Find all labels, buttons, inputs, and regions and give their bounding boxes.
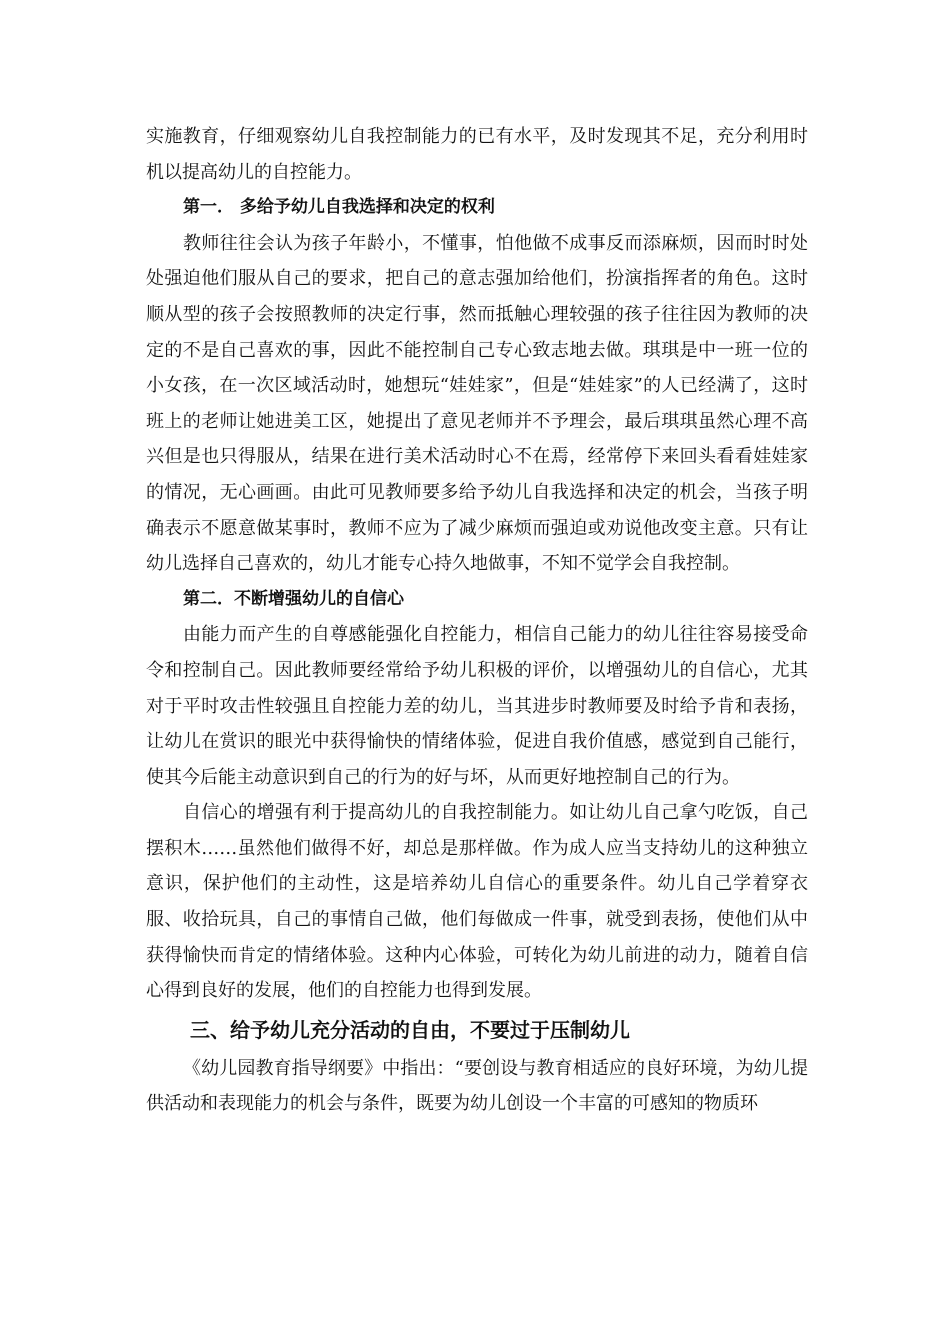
paragraph-second-body-2: 自信心的增强有利于提高幼儿的自我控制能力。如让幼儿自己拿勺吃饭，自己摆积木……虽然他们做得不好，却总是那样做。作为成人应当支持幼儿的这种独立意识，保护他们的主动性，这是培养幼儿自信心的重要条件。幼儿自己学着穿衣服、收拾玩具，自己的事情自己做，他们每做成一件事，就受到表扬，使他们从中获得愉快而肯定的情绪体验。这种内心体验，可转化为幼儿前进的动力，随着自信心得到良好的发展，他们的自控能力也得到发展。 (146, 802, 808, 1002)
paragraph-first-body: 教师往往会认为孩子年龄小，不懂事，怕他做不成事反而添麻烦，因而时时处处强迫他们服从自己的要求，把自己的意志强加给他们，扮演指挥者的角色。这时顺从型的孩子会按照教师的决定行事，然而抵触心理较强的孩子往往因为教师的决定的不是自己喜欢的事，因此不能控制自己专心致志地去做。琪琪是中一班一位的小女孩，在一次区域活动时，她想玩“娃娃家”，但是“娃娃家”的人已经满了，这时班上的老师让她进美工区，她提出了意见老师并不予理会，最后琪琪虽然心理不高兴但是也只得服从，结果在进行美术活动时心不在焉，经常停下来回头看看娃娃家的情况，无心画画。由此可见教师要多给予幼儿自我选择和决定的机会，当孩子明确表示不愿意做某事时，教师不应为了减少麻烦而强迫或劝说他改变主意。只有让幼儿选择自己喜欢的，幼儿才能专心持久地做事，不知不觉学会自我控制。 (146, 232, 808, 575)
subheading-second: 第二．不断增强幼儿的自信心 (183, 588, 404, 609)
section-heading-three: 三、给予幼儿充分活动的自由，不要过于压制幼儿 (190, 1017, 630, 1042)
subheading-first: 第一． 多给予幼儿自我选择和决定的权利 (183, 197, 495, 218)
paragraph-second-body: 由能力而产生的自尊感能强化自控能力，相信自己能力的幼儿往往容易接受命令和控制自己。因此教师要经常给予幼儿积极的评价，以增强幼儿的自信心，尤其对于平时攻击性较强且自控能力差的幼儿，当其进步时教师要及时给予肯和表扬，让幼儿在赏识的眼光中获得愉快的情绪体验，促进自我价值感，感觉到自己能行，使其今后能主动意识到自己的行为的好与坏，从而更好地控制自己的行为。 (146, 624, 808, 788)
paragraph-third-body: 《幼儿园教育指导纲要》中指出：“要创设与教育相适应的良好环境，为幼儿提供活动和表现能力的机会与条件，既要为幼儿创设一个丰富的可感知的物质环 (146, 1057, 808, 1115)
paragraph-continuation: 实施教育，仔细观察幼儿自我控制能力的已有水平，及时发现其不足，充分利用时机以提高幼儿的自控能力。 (146, 126, 808, 183)
document-page (146, 119, 808, 1122)
